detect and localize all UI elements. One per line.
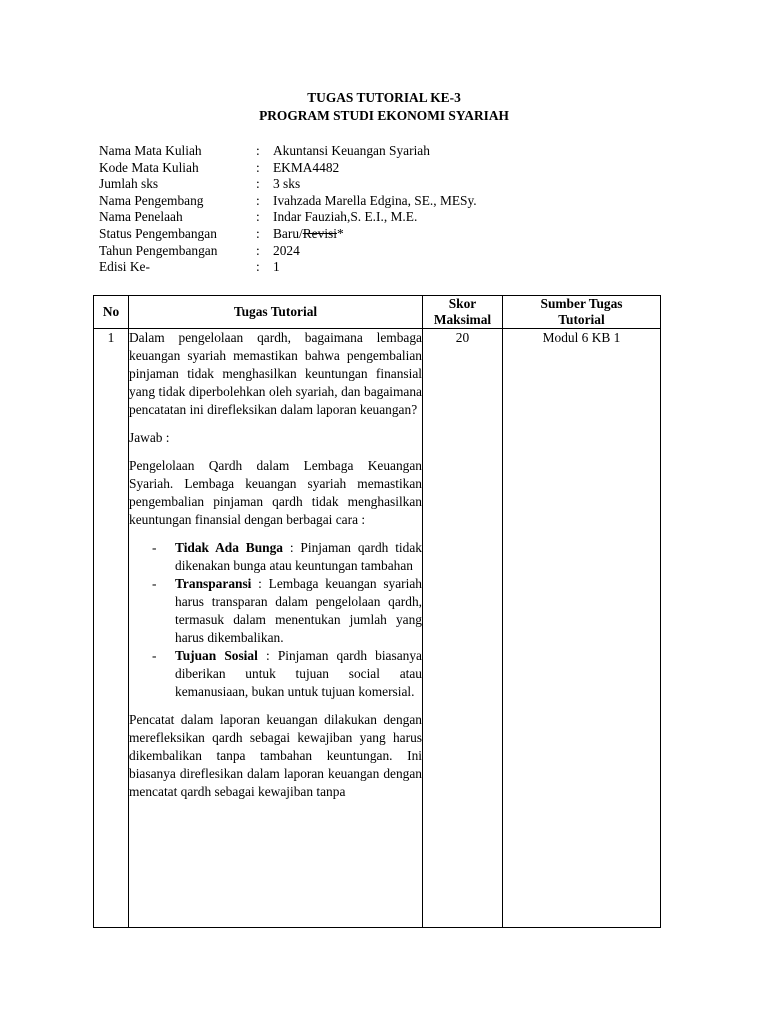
info-key: Nama Penelaah: [99, 209, 183, 225]
info-key: Status Pengembangan: [99, 225, 217, 241]
header-sumber: [503, 296, 661, 329]
info-row-tahun-pengembangan: [99, 243, 477, 260]
info-row-edisi: [99, 259, 477, 276]
info-value: Ivahzada Marella Edgina, SE., MESy.: [273, 192, 477, 208]
answer-intro: Pengelolaan Qardh dalam Lembaga Keuangan Syariah. Lembaga keuangan syariah memastikan pengembalian pinjaman qardh tidak menghasilkan keuntungan finansial dengan berbagai cara :: [129, 458, 422, 527]
header-no: No: [94, 296, 129, 329]
header-skor-line1: Skor: [448, 296, 477, 311]
header-sumber-line2: Tutorial: [558, 312, 605, 327]
info-value: Indar Fauziah,S. E.I., M.E.: [273, 209, 418, 225]
header-tugas: Tugas Tutorial: [129, 296, 423, 329]
info-value: Akuntansi Keuangan Syariah: [273, 143, 430, 158]
task-cell: [129, 329, 423, 928]
info-value: 3 sks: [273, 176, 301, 192]
question-text: Dalam pengelolaan qardh, bagaimana lembaga keuangan syariah memastikan bahwa pengembalian pinjaman tidak menghasilkan keuntungan finansial yang tidak diperbolehkan oleh syariah, dan bagaimana pencatatan ini direfleksikan dalam laporan keuangan?: [129, 330, 422, 417]
info-colon: :: [256, 225, 260, 241]
bullet-text: : Pinjaman qardh tidak dikenakan bunga atau keuntungan tambahan: [175, 540, 422, 573]
info-row-nama-penelaah: [99, 209, 477, 226]
info-colon: :: [256, 209, 260, 225]
info-colon: :: [256, 242, 260, 258]
info-key: Edisi Ke-: [99, 259, 150, 275]
closing-text: Pencatat dalam laporan keuangan dilakukan dengan merefleksikan qardh sebagai kewajiban yang harus dikembalikan tanpa tambahan keuntungan. Ini biasanya direflesikan dalam laporan keuangan dengan mencatat qardh sebagai kewajiban tanpa: [129, 712, 422, 799]
table-header-row: [94, 296, 661, 329]
bullet-dash: -: [152, 540, 157, 555]
info-row-jumlah-sks: [99, 176, 477, 193]
tutorial-table: [93, 295, 661, 928]
header-skor: [423, 296, 503, 329]
info-row-nama-mata-kuliah: [99, 143, 477, 160]
status-revisi-struck: Revisi: [302, 225, 337, 241]
info-row-kode-mata-kuliah: [99, 160, 477, 177]
list-item: [129, 539, 422, 575]
bullet-dash: -: [152, 576, 157, 591]
info-key: Kode Mata Kuliah: [99, 159, 199, 175]
info-key: Nama Mata Kuliah: [99, 143, 202, 158]
header-skor-line2: Maksimal: [433, 312, 492, 327]
info-key: Jumlah sks: [99, 176, 159, 192]
info-colon: :: [256, 176, 260, 192]
header-sumber-line1: Sumber Tugas: [540, 296, 623, 311]
task-source: Modul 6 KB 1: [503, 329, 661, 928]
info-value: [273, 226, 344, 243]
info-row-status-pengembangan: [99, 226, 477, 243]
document-title: TUGAS TUTORIAL KE-3: [307, 90, 461, 105]
info-value: 1: [273, 259, 280, 275]
list-item: [129, 575, 422, 647]
answer-bullets: [129, 539, 422, 701]
max-score: 20: [423, 329, 503, 928]
jawab-label: Jawab :: [129, 430, 170, 445]
status-asterisk: *: [336, 225, 344, 241]
info-value: EKMA4482: [273, 159, 340, 175]
info-key: Nama Pengembang: [99, 192, 204, 208]
info-row-nama-pengembang: [99, 193, 477, 210]
list-item: [129, 647, 422, 701]
info-colon: :: [256, 259, 260, 275]
bullet-term: Tidak Ada Bunga: [175, 540, 283, 555]
info-value: 2024: [273, 242, 300, 258]
status-baru: Baru/: [273, 225, 303, 241]
task-content: [129, 329, 422, 927]
program-title: PROGRAM STUDI EKONOMI SYARIAH: [259, 108, 509, 123]
row-number: 1: [94, 329, 129, 928]
info-key: Tahun Pengembangan: [99, 242, 218, 258]
bullet-dash: -: [152, 648, 157, 663]
info-colon: :: [256, 159, 260, 175]
course-info: [99, 143, 477, 276]
bullet-text: : Pinjaman qardh biasanya diberikan untuk tujuan social atau kemanusiaan, bukan untuk tujuan komersial.: [175, 648, 422, 699]
info-colon: :: [256, 143, 260, 158]
bullet-term: Tujuan Sosial: [175, 648, 258, 663]
table-row: [94, 329, 661, 928]
bullet-term: Transparansi: [175, 576, 252, 591]
info-colon: :: [256, 192, 260, 208]
bullet-text: : Lembaga keuangan syariah harus transparan dalam pengelolaan qardh, termasuk dalam menentukan jumlah yang harus dikembalikan.: [175, 576, 422, 645]
